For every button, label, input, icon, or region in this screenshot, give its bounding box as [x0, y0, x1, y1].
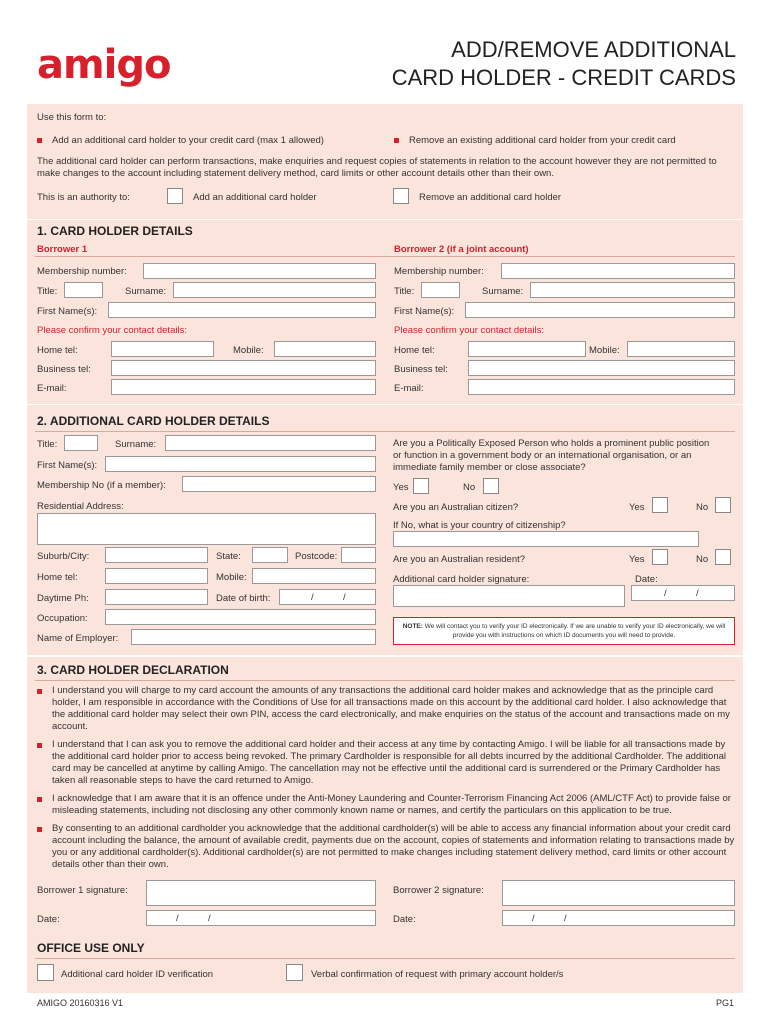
pep-yes-label: Yes [393, 482, 409, 493]
b1-confirm-text: Please confirm your contact details: [37, 325, 187, 336]
b2-surname-field[interactable] [530, 282, 735, 298]
ah-surname-field[interactable] [165, 435, 376, 451]
ah-hometel-field[interactable] [105, 568, 208, 584]
b2-surname-label: Surname: [482, 286, 524, 297]
ah-membership-field[interactable] [182, 476, 376, 492]
option-add-text: Add an additional card holder to your credit card (max 1 allowed) [52, 135, 324, 146]
resident-no-checkbox[interactable] [715, 549, 731, 565]
b1-date-slash-1: / [176, 913, 179, 924]
b1-firstname-label: First Name(s): [37, 306, 98, 317]
b2-date-slash-1: / [532, 913, 535, 924]
date-label: Date: [635, 574, 658, 585]
b2-signature-field[interactable] [502, 880, 735, 906]
declaration-item: I understand that I can ask you to remove the additional card holder and their access at any time by contacting Amigo. I will be liable for all transactions made by the additional card holder prior to access being revoked. The primary Cardholder is responsible for all debts incurred by the additional Cardholder. The additional card may be cancelled at anytime by calling Amigo. The cancellation may not be effective until the additional card is surrendered or the Primary Cardholder has taken all reasonable steps to have the card returned to Amigo. [52, 739, 727, 786]
b2-business-label: Business tel: [394, 364, 448, 375]
ah-surname-label: Surname: [115, 439, 157, 450]
citizen-yes-label: Yes [629, 502, 645, 513]
ah-mobile-label: Mobile: [216, 572, 247, 583]
b2-firstname-field[interactable] [465, 302, 735, 318]
declaration-item: I understand you will charge to my card account the amounts of any transactions the additional card holder makes and acknowledge that as the principle card holder, I am responsible in accordance with the Conditions of Use for all transactions made on this account by the additional card holder. I also acknowledge that the additional card holder may select their own PIN, access the card electronically, and make enquiries on the status of the account and transactions made on my account. [52, 685, 730, 732]
dob-slash-1: / [311, 592, 314, 603]
version-text: AMIGO 20160316 V1 [37, 998, 124, 1008]
b1-mobile-field[interactable] [274, 341, 376, 357]
bullet-icon [37, 797, 42, 802]
b2-mobile-field[interactable] [627, 341, 735, 357]
intro-description: The additional card holder can perform transactions, make enquiries and request copies of statements in relation to the account however they are not permitted to make changes to the account including statement delivery method, card limits or other account details other than their own. [37, 156, 717, 179]
verbal-confirmation-label: Verbal confirmation of request with primary account holder/s [311, 969, 564, 980]
b1-date-slash-2: / [208, 913, 211, 924]
bullet-icon [37, 743, 42, 748]
remove-holder-checkbox[interactable] [393, 188, 409, 204]
option-remove-text: Remove an existing additional card holder from your credit card [409, 135, 676, 146]
office-heading: OFFICE USE ONLY [37, 941, 145, 955]
b2-date-field[interactable] [502, 910, 735, 926]
b2-mobile-label: Mobile: [589, 345, 620, 356]
b2-date-label: Date: [393, 914, 416, 925]
resident-yes-checkbox[interactable] [652, 549, 668, 565]
ah-dob-field[interactable] [279, 589, 376, 605]
ah-state-label: State: [216, 551, 241, 562]
b1-surname-label: Surname: [125, 286, 167, 297]
bullet-icon [394, 138, 399, 143]
dob-slash-2: / [343, 592, 346, 603]
ah-daytime-label: Daytime Ph: [37, 593, 89, 604]
ah-occupation-field[interactable] [105, 609, 376, 625]
ah-title-field[interactable] [64, 435, 98, 451]
resident-question: Are you an Australian resident? [393, 554, 526, 565]
b1-title-label: Title: [37, 286, 58, 297]
b2-title-label: Title: [394, 286, 415, 297]
resident-yes-label: Yes [629, 554, 645, 565]
b1-hometel-field[interactable] [111, 341, 214, 357]
b1-title-field[interactable] [64, 282, 103, 298]
section3-heading: 3. CARD HOLDER DECLARATION [37, 663, 229, 677]
b1-date-field[interactable] [146, 910, 376, 926]
b2-signature-label: Borrower 2 signature: [393, 885, 484, 896]
verification-note [393, 617, 735, 645]
bullet-icon [37, 138, 42, 143]
b1-hometel-label: Home tel: [37, 345, 78, 356]
borrower2-heading: Borrower 2 (if a joint account) [394, 244, 529, 255]
b1-business-field[interactable] [111, 360, 376, 376]
declaration-section [27, 657, 743, 939]
signature-label: Additional card holder signature: [393, 574, 530, 585]
b1-membership-label: Membership number: [37, 266, 127, 277]
divider [35, 680, 735, 681]
pep-no-checkbox[interactable] [483, 478, 499, 494]
ah-mobile-field[interactable] [252, 568, 376, 584]
ah-employer-label: Name of Employer: [37, 633, 119, 644]
add-holder-label: Add an additional card holder [193, 192, 317, 203]
ah-state-field[interactable] [252, 547, 288, 563]
citizen-question: Are you an Australian citizen? [393, 502, 519, 513]
page-number: PG1 [715, 998, 734, 1008]
b2-business-field[interactable] [468, 360, 735, 376]
id-verification-checkbox[interactable] [37, 964, 54, 981]
additional-holder-section [27, 405, 743, 655]
b1-email-label: E-mail: [37, 383, 67, 394]
b2-hometel-label: Home tel: [394, 345, 435, 356]
ah-signature-field[interactable] [393, 585, 625, 607]
verbal-confirmation-checkbox[interactable] [286, 964, 303, 981]
ah-suburb-field[interactable] [105, 547, 208, 563]
add-holder-checkbox[interactable] [167, 188, 183, 204]
date-slash-1: / [664, 588, 667, 599]
form-title-line1: ADD/REMOVE ADDITIONAL [451, 37, 736, 62]
country-field[interactable] [393, 531, 699, 547]
ah-occupation-label: Occupation: [37, 613, 88, 624]
divider [35, 431, 735, 432]
pep-no-label: No [463, 482, 476, 493]
bullet-icon [37, 827, 42, 832]
ah-suburb-label: Suburb/City: [37, 551, 90, 562]
id-verification-label: Additional card holder ID verification [61, 969, 214, 980]
divider [35, 958, 735, 959]
b1-signature-field[interactable] [146, 880, 376, 906]
ah-hometel-label: Home tel: [37, 572, 78, 583]
ah-postcode-field[interactable] [341, 547, 376, 563]
citizen-yes-checkbox[interactable] [652, 497, 668, 513]
ah-residential-field[interactable] [37, 513, 376, 545]
intro-panel [27, 104, 743, 219]
b1-membership-field[interactable] [143, 263, 376, 279]
form-title [392, 36, 736, 92]
b2-title-field[interactable] [421, 282, 460, 298]
remove-holder-label: Remove an additional card holder [419, 192, 562, 203]
date-slash-2: / [696, 588, 699, 599]
b2-email-label: E-mail: [394, 383, 424, 394]
resident-no-label: No [696, 554, 709, 565]
declaration-item: By consenting to an additional cardholder you acknowledge that the additional cardholder(s) will be able to access any financial information about your credit card account including the balance, the amount of available credit, payments due on the account, copies of statements and information relating to transactions made by you or any additional cardholder(s). Additional cardholder(s) are not permitted to make changes including statement delivery method, card limits or other account details other than their own. [52, 823, 735, 870]
b1-mobile-label: Mobile: [233, 345, 264, 356]
b2-confirm-text: Please confirm your contact details: [394, 325, 544, 336]
b2-membership-field[interactable] [501, 263, 735, 279]
form-title-line2: CARD HOLDER - CREDIT CARDS [391, 65, 736, 90]
b2-date-slash-2: / [564, 913, 567, 924]
b1-signature-label: Borrower 1 signature: [37, 885, 128, 896]
card-holder-details-section [27, 220, 743, 404]
note-bold: NOTE: [402, 623, 423, 630]
country-question: If No, what is your country of citizenship? [393, 520, 566, 531]
section1-heading: 1. CARD HOLDER DETAILS [37, 224, 193, 238]
b1-surname-field[interactable] [173, 282, 376, 298]
ah-date-field[interactable] [631, 585, 735, 601]
pep-yes-checkbox[interactable] [413, 478, 429, 494]
citizen-no-label: No [696, 502, 709, 513]
note-text: We will contact you to verify your ID electronically. If we are unable to verify your ID electronically, we will provide you with instructions on which ID documents you will need to provide. [422, 623, 726, 639]
bullet-icon [37, 689, 42, 694]
b2-firstname-label: First Name(s): [394, 306, 455, 317]
b2-hometel-field[interactable] [468, 341, 586, 357]
use-form-text: Use this form to: [37, 112, 107, 123]
ah-residential-label: Residential Address: [37, 501, 124, 512]
b1-firstname-field[interactable] [108, 302, 376, 318]
citizen-no-checkbox[interactable] [715, 497, 731, 513]
ah-postcode-label: Postcode: [295, 551, 338, 562]
divider [35, 256, 735, 257]
pep-question: Are you a Politically Exposed Person who holds a prominent public position or function in a government body or an international organisation, or an immediate family member or close associate? [393, 438, 710, 473]
b2-membership-label: Membership number: [394, 266, 484, 277]
section2-heading: 2. ADDITIONAL CARD HOLDER DETAILS [37, 414, 270, 428]
authority-label: This is an authority to: [37, 192, 130, 203]
ah-employer-field[interactable] [131, 629, 376, 645]
office-use-section [27, 939, 743, 993]
ah-daytime-field[interactable] [105, 589, 208, 605]
b1-email-field[interactable] [111, 379, 376, 395]
b1-business-label: Business tel: [37, 364, 91, 375]
ah-membership-label: Membership No (if a member): [37, 480, 166, 491]
declaration-item: I acknowledge that I am aware that it is an offence under the Anti-Money Laundering and Counter-Terrorism Financing Act 2006 (AML/CTF Act) to provide false or misleading statements, including not disclosing any other commonly known name or names, and certify the particulars on this application to be true. [52, 793, 731, 816]
ah-firstname-label: First Name(s): [37, 460, 98, 471]
b2-email-field[interactable] [468, 379, 735, 395]
b1-date-label: Date: [37, 914, 60, 925]
ah-firstname-field[interactable] [105, 456, 376, 472]
amigo-logo: amigo [37, 42, 171, 88]
ah-dob-label: Date of birth: [216, 593, 271, 604]
borrower1-heading: Borrower 1 [37, 244, 88, 255]
ah-title-label: Title: [37, 439, 58, 450]
